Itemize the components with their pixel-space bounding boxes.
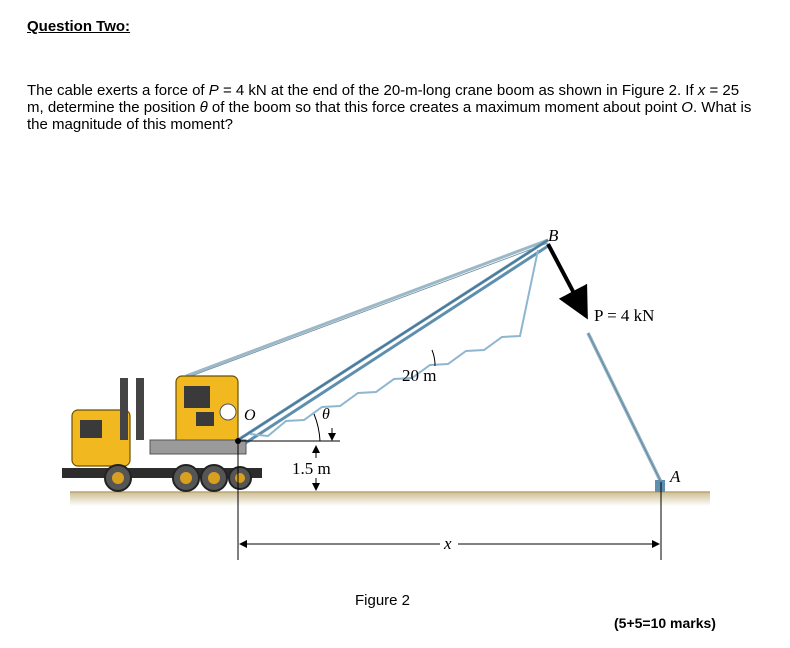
label-boom-length: 20 m: [402, 366, 437, 385]
crane-boom: [238, 240, 548, 444]
label-B: B: [548, 226, 559, 245]
label-O: O: [244, 407, 256, 424]
label-x: x: [444, 534, 452, 553]
label-theta: θ: [322, 406, 330, 423]
ground: [70, 492, 710, 506]
label-height: 1.5 m: [292, 459, 331, 478]
figure-caption: Figure 2: [355, 592, 411, 609]
label-A: A: [670, 467, 681, 486]
anchor-A: [655, 480, 665, 492]
problem-statement: The cable exerts a force of P = 4 kN at the end of the 20-m-long crane boom as shown in Figure 2. If x = 25 m, determine the position θ of the boom so that this force creates a maximum moment about point O. What is the magnitude of this moment?: [27, 82, 752, 133]
question-heading: Question Two:: [27, 18, 131, 35]
force-arrow-P: [548, 244, 586, 316]
crane-truck: [62, 376, 262, 491]
marks-label: (5+5=10 marks): [614, 615, 716, 631]
boom-length-arc: [432, 350, 435, 366]
label-P: P = 4 kN: [594, 306, 655, 325]
theta-arc: [314, 414, 320, 441]
